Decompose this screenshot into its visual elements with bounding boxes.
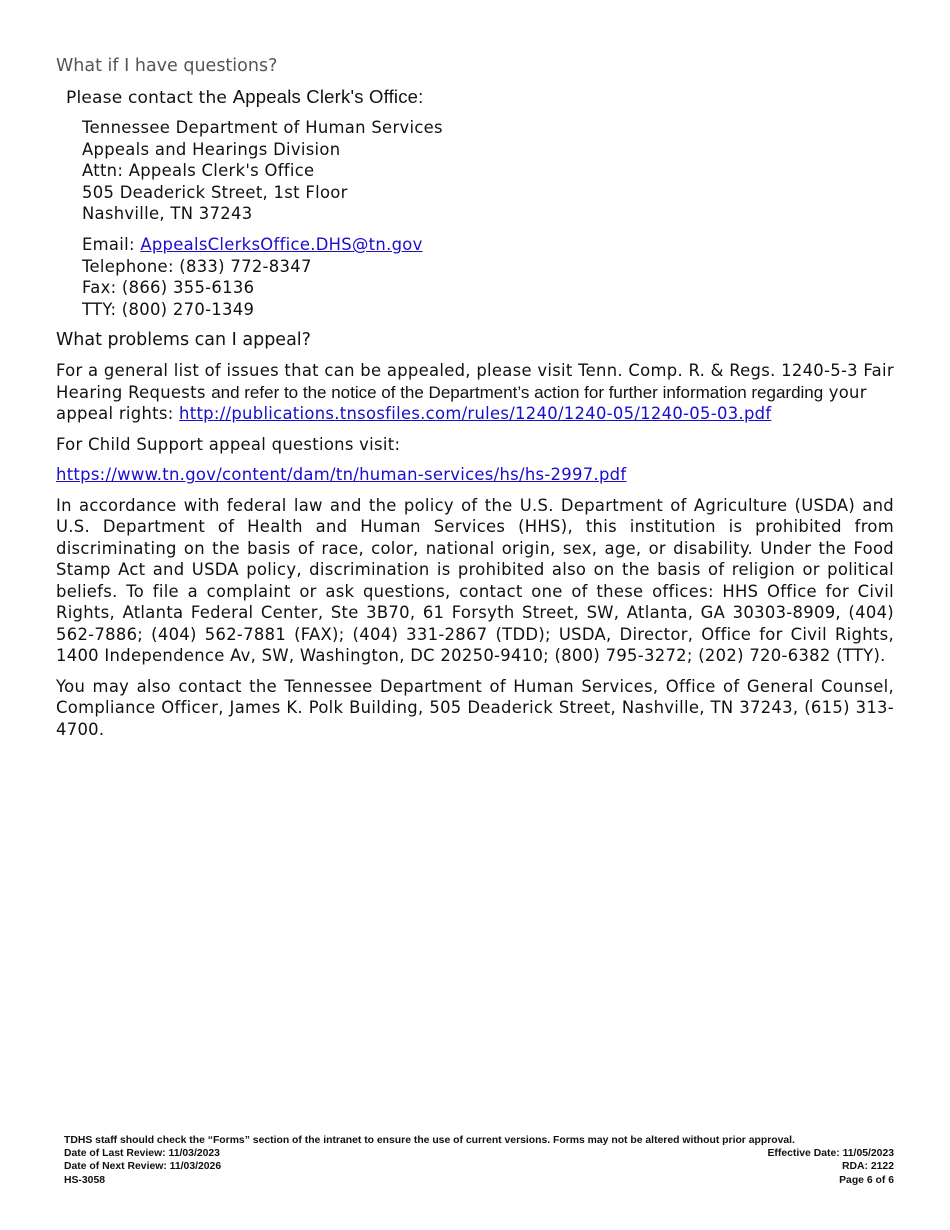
address-line: Nashville, TN 37243	[82, 204, 253, 224]
footer-notice-row	[64, 1134, 894, 1147]
last-review-date: Date of Last Review: 11/03/2023	[64, 1148, 220, 1160]
email-label: Email:	[82, 234, 141, 254]
address-line: Attn: Appeals Clerk's Office	[82, 161, 315, 181]
address-line: 505 Deaderick Street, 1st Floor	[82, 182, 348, 202]
email-line	[82, 234, 894, 256]
fax-line: Fax: (866) 355-6136	[82, 278, 255, 298]
mailing-address	[82, 117, 894, 225]
page-number: Page 6 of 6	[839, 1174, 894, 1186]
footer-notice: TDHS staff should check the “Forms” section of the intranet to ensure the use of current versions. Forms may not be altered without prior approval.	[64, 1135, 795, 1146]
rules-link[interactable]: http://publications.tnsosfiles.com/rules/1240/1240-05/1240-05-03.pdf	[179, 404, 772, 424]
address-line: Tennessee Department of Human Services	[82, 118, 443, 137]
rda-number: RDA: 2122	[842, 1161, 894, 1173]
child-support-text: For Child Support appeal questions visit:	[56, 434, 401, 454]
child-support-link[interactable]: https://www.tn.gov/content/dam/tn/human-services/hs/hs-2997.pdf	[56, 465, 627, 485]
form-number: HS-3058	[64, 1174, 106, 1186]
footer-row	[64, 1160, 894, 1173]
form-footer	[64, 1134, 894, 1187]
footer-row	[64, 1147, 894, 1160]
appeal-issues-text-notice: and refer to the notice of the Department’s action for further information regarding	[211, 382, 824, 402]
telephone-line: Telephone: (833) 772-8347	[82, 256, 312, 276]
footer-row	[64, 1174, 894, 1187]
general-counsel-paragraph: You may also contact the Tennessee Department of Human Services, Office of General Counsel, Compliance Officer, James K. Polk Building, 505 Deaderick Street, Nashville, TN 37243, (615) 313-4700.	[56, 676, 894, 739]
effective-date: Effective Date: 11/05/2023	[767, 1148, 894, 1160]
document-page	[56, 54, 894, 749]
questions-heading: What if I have questions?	[56, 56, 278, 76]
nondiscrimination-paragraph: In accordance with federal law and the policy of the U.S. Department of Agriculture (USDA) and U.S. Department of Health and Human Services (HHS), this institution is prohibited from discriminating on the basis of race, color, national origin, sex, age, or disability. Under the Food Stamp Act and USDA policy, discrimination is prohibited also on the basis of religion or political beliefs. To file a complaint or ask questions, contact one of these offices: HHS Office for Civil Rights, Atlanta Federal Center, Ste 3B70, 61 Forsyth Street, SW, Atlanta, GA 30303-8909, (404) 562-7886; (404) 562-7881 (FAX); (404) 331-2867 (TDD); USDA, Director, Office for Civil Rights, 1400 Independence Av, SW, Washington, DC 20250-9410; (800) 795-3272; (202) 720-6382 (TTY).	[56, 495, 894, 666]
appeal-issues-paragraph	[56, 360, 894, 425]
appeal-issues-text: For a general list of issues that can be appealed, please visit Tenn. Comp. R. & Regs. 1240-5-3 Fair Hearing Requests	[56, 361, 894, 402]
contact-intro-prefix: Please contact the	[66, 88, 233, 108]
email-link[interactable]: AppealsClerksOffice.DHS@tn.gov	[140, 234, 423, 254]
appeal-issues-text-end: your appeal rights:	[56, 382, 867, 424]
problems-heading: What problems can I appeal?	[56, 330, 311, 351]
appeals-clerk-office-label: Appeals Clerk's Office:	[232, 86, 424, 107]
next-review-date: Date of Next Review: 11/03/2026	[64, 1161, 222, 1173]
contact-intro	[66, 86, 894, 109]
tty-line: TTY: (800) 270-1349	[82, 299, 255, 319]
address-line: Appeals and Hearings Division	[82, 139, 341, 159]
contact-numbers	[82, 234, 894, 320]
child-support-paragraph	[56, 464, 894, 486]
